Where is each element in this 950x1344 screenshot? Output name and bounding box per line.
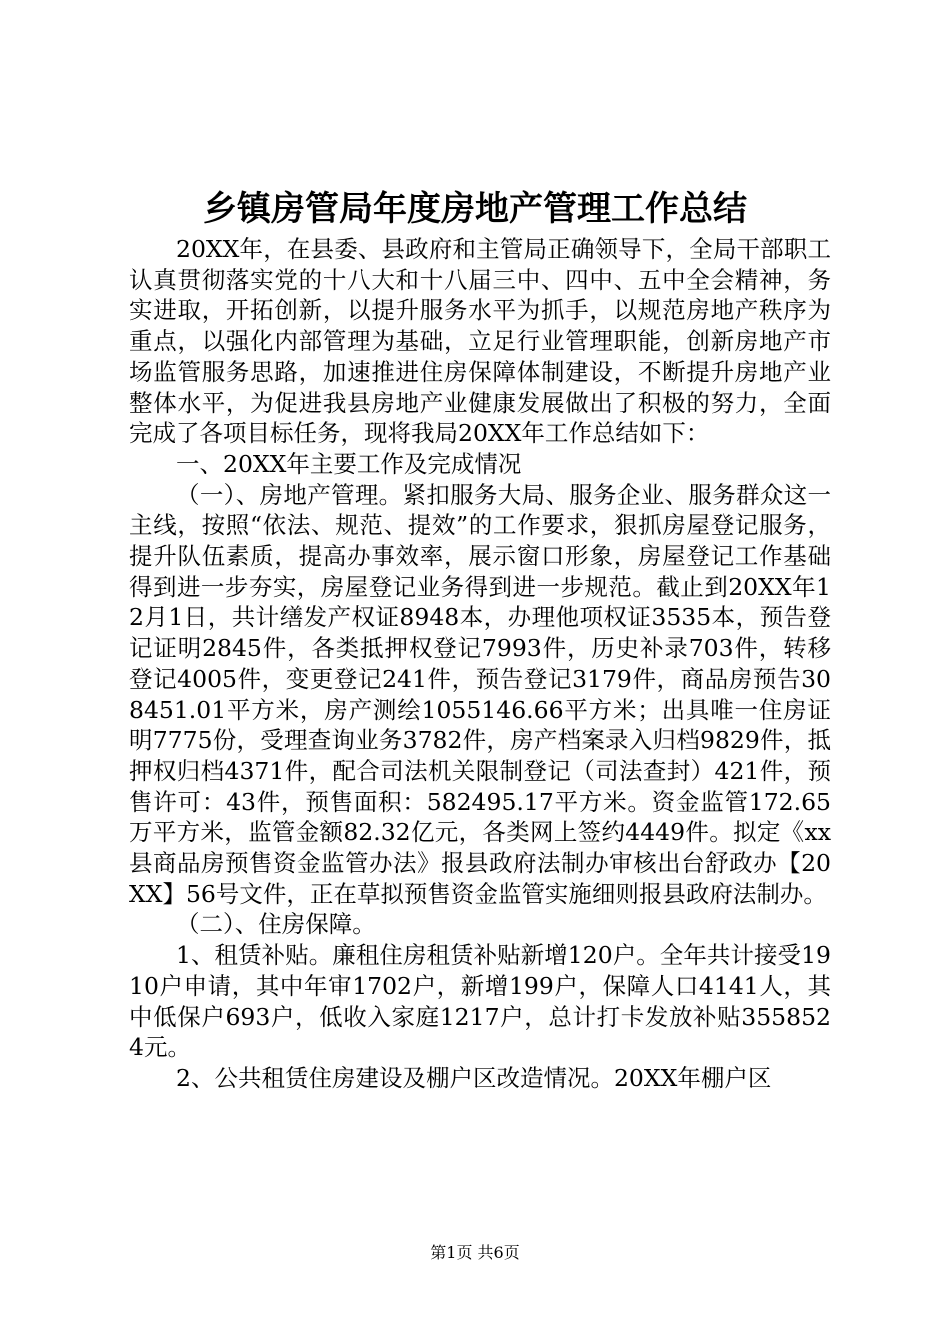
document-title: 乡镇房管局年度房地产管理工作总结 xyxy=(203,189,747,229)
section-heading-1: 一、20XX年主要工作及完成情况 xyxy=(176,449,522,478)
section-heading-housing-security: （二）、住房保障。 xyxy=(176,910,376,939)
page-footer: 第1页 共6页 xyxy=(430,1243,520,1262)
paragraph-real-estate-management: （一）、房地产管理。紧扣服务大局、服务企业、服务群众这一主线，按照“依法、规范、提效”的工作要求，狠抓房屋登记服务，提升队伍素质，提高办事效率，展示窗口形象，房屋登记工作基础得到进一步夯实，房屋登记业务得到进一步规范。截止到20XX年12月1日，共计缮发产权证8948本，办理他项权证3535本，预告登记证明2845件，各类抵押权登记7993件，历史补录703件，转移登记4005件，变更登记241件，预告登记3179件，商品房预告308451.01平方米，房产测绘1055146.66平方米；出具唯一住房证明7775份，受理查询业务3782件，房产档案录入归档9829件，抵押权归档4371件，配合司法机关限制登记（司法查封）421件，预售许可：43件，预售面积：582495.17平方米。资金监管172.65万平方米，监管金额82.32亿元，各类网上签约4449件。拟定《xx县商品房预售资金监管办法》报县政府法制办审核出台舒政办【20XX】56号文件，正在草拟预售资金监管实施细则报县政府法制办。 xyxy=(129,480,831,908)
paragraph-intro: 20XX年，在县委、县政府和主管局正确领导下，全局干部职工认真贯彻落实党的十八大和十八届三中、四中、五中全会精神，务实进取，开拓创新，以提升服务水平为抓手，以规范房地产秩序为重点，以强化内部管理为基础，立足行业管理职能，创新房地产市场监管服务思路，加速推进住房保障体制建设，不断提升房地产业整体水平，为促进我县房地产业健康发展做出了积极的努力，全面完成了各项目标任务，现将我局20XX年工作总结如下： xyxy=(129,235,831,448)
document-body xyxy=(129,234,831,1094)
paragraph-rental-subsidy: 1、租赁补贴。廉租住房租赁补贴新增120户。全年共计接受1910户申请，其中年审1702户，新增199户，保障人口4141人，其中低保户693户，低收入家庭1217户，总计打卡发放补贴3558524元。 xyxy=(129,941,831,1062)
paragraph-public-rental-housing: 2、公共租赁住房建设及棚户区改造情况。20XX年棚户区 xyxy=(176,1063,772,1092)
